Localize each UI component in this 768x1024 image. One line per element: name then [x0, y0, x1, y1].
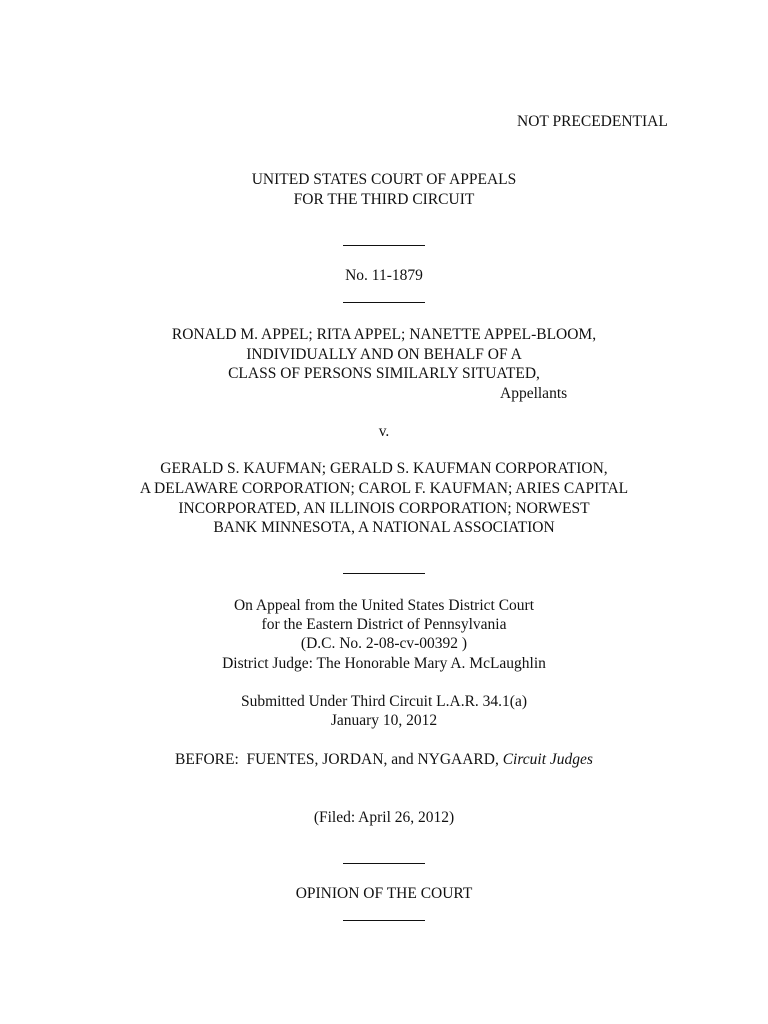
submission-line: Submitted Under Third Circuit L.A.R. 34.1(a) [241, 693, 527, 710]
precedential-status: NOT PRECEDENTIAL [517, 113, 668, 130]
appeal-info-line-1: On Appeal from the United States District Court [233, 597, 535, 614]
appeal-info-line-2: for the Eastern District of Pennsylvania [261, 616, 507, 633]
separator-rule [343, 245, 425, 246]
separator-rule [343, 920, 425, 921]
versus: v. [378, 423, 390, 440]
appellees-line-4: BANK MINNESOTA, A NATIONAL ASSOCIATION [213, 519, 555, 536]
appellees-line-2: A DELAWARE CORPORATION; CAROL F. KAUFMAN; ARIES CAPITAL [139, 480, 629, 497]
submission-date: January 10, 2012 [330, 712, 438, 729]
appellants-role: Appellants [500, 385, 568, 402]
filed-date: (Filed: April 26, 2012) [313, 809, 455, 826]
appellants-line-3: CLASS OF PERSONS SIMILARLY SITUATED, [228, 365, 540, 382]
panel-judges: BEFORE: FUENTES, JORDAN, and NYGAARD, [175, 751, 503, 768]
separator-rule [343, 863, 425, 864]
court-name-line-2: FOR THE THIRD CIRCUIT [293, 191, 475, 208]
appeal-info-line-4: District Judge: The Honorable Mary A. McLaughlin [222, 655, 546, 672]
case-number: No. 11-1879 [345, 267, 423, 284]
appeal-info-line-3: (D.C. No. 2-08-cv-00392 ) [300, 635, 468, 652]
separator-rule [343, 573, 425, 574]
appellees-line-3: INCORPORATED, AN ILLINOIS CORPORATION; NORWEST [178, 500, 590, 517]
appellants-line-2: INDIVIDUALLY AND ON BEHALF OF A [246, 346, 522, 363]
appellants-line-1: RONALD M. APPEL; RITA APPEL; NANETTE APPEL-BLOOM, [171, 326, 597, 343]
panel-line [0, 750, 768, 770]
panel-title: Circuit Judges [502, 751, 593, 768]
opinion-title: OPINION OF THE COURT [295, 885, 473, 902]
separator-rule [343, 302, 425, 303]
appellees-line-1: GERALD S. KAUFMAN; GERALD S. KAUFMAN CORPORATION, [160, 460, 608, 477]
court-name-line-1: UNITED STATES COURT OF APPEALS [251, 171, 517, 188]
